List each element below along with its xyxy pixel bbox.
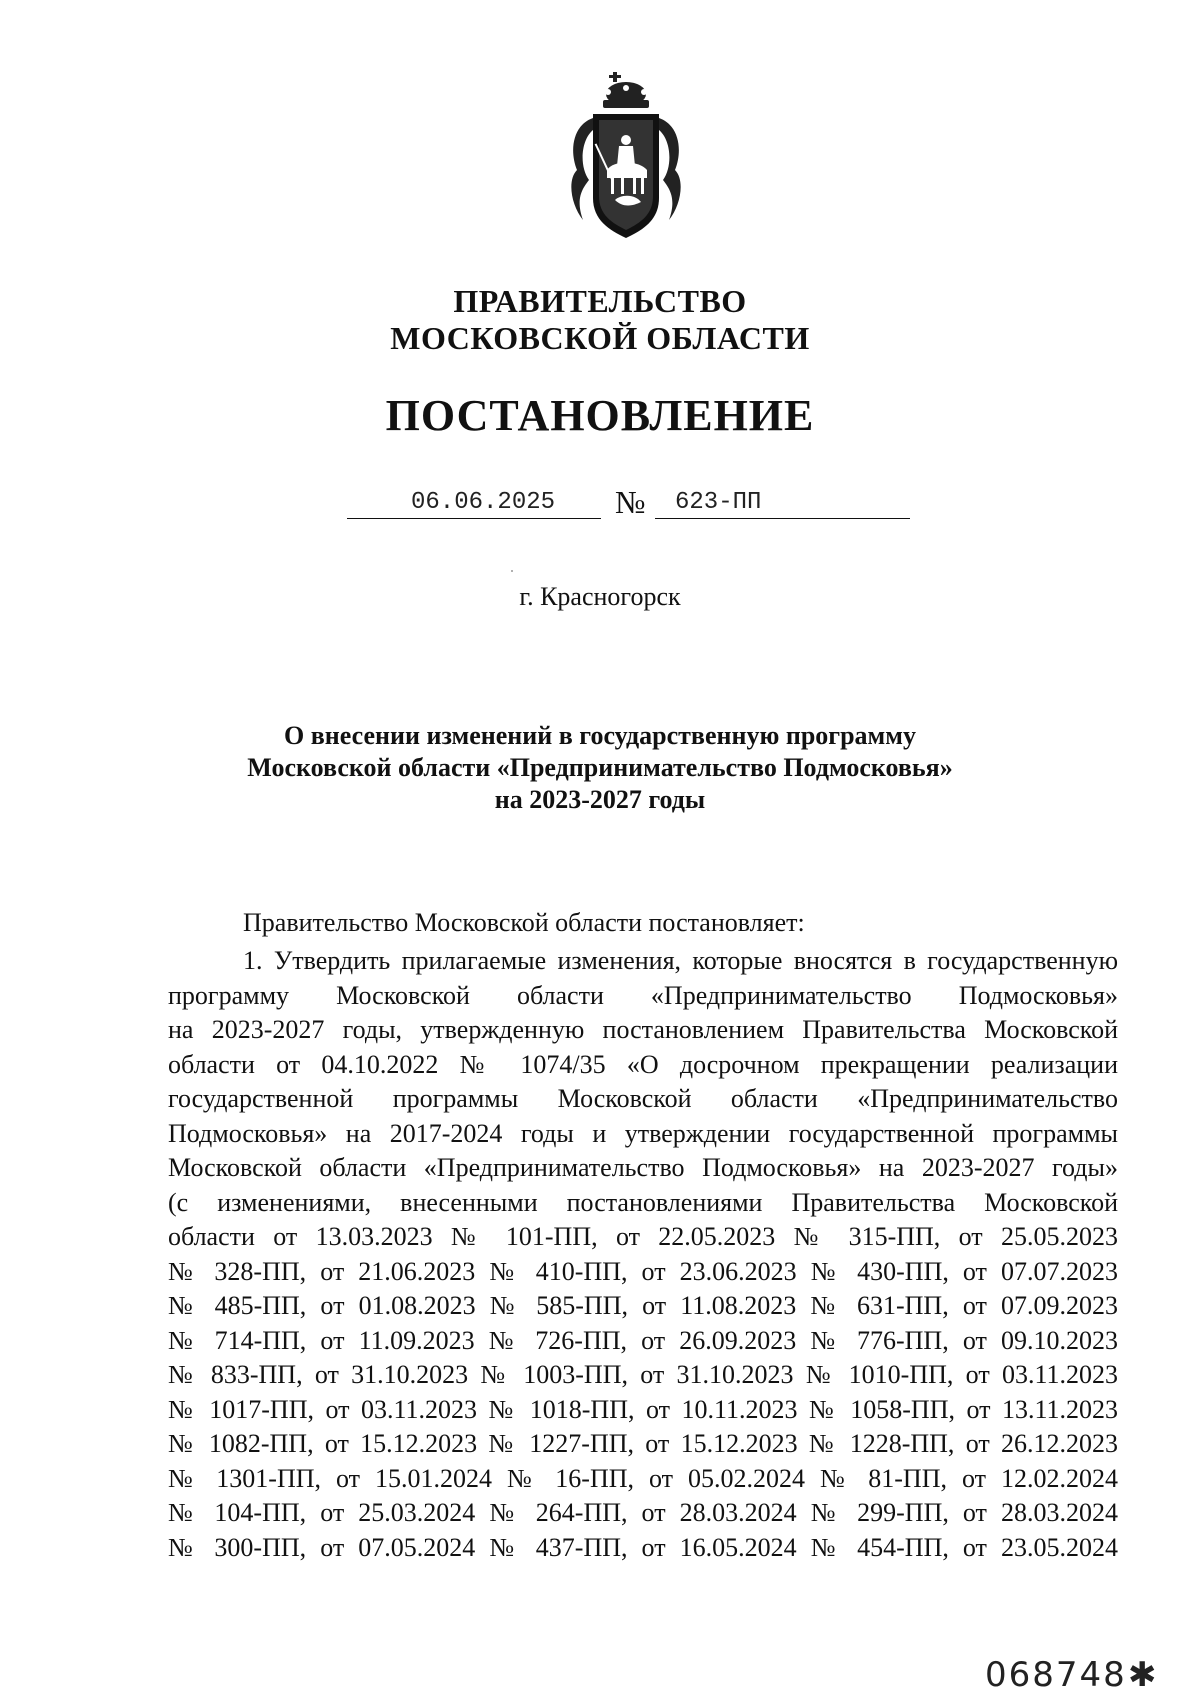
body-line: № 485-ПП, от 01.08.2023 № 585-ПП, от 11.08.2023 № 631-ПП, от 07.09.2023: [168, 1291, 1118, 1320]
body-line: (с изменениями, внесенными постановлениями Правительства Московской: [168, 1187, 1118, 1217]
registration-date: 06.06.2025: [411, 489, 556, 516]
body-line: № 328-ПП, от 21.06.2023 № 410-ПП, от 23.06.2023 № 430-ПП, от 07.07.2023: [168, 1256, 1118, 1286]
subject-line-3: на 2023-2027 годы: [494, 785, 706, 814]
government-name-line1: ПРАВИТЕЛЬСТВО: [453, 283, 747, 319]
subject-line-1: О внесении изменений в государственную программу: [284, 721, 916, 750]
body-intro: Правительство Московской области постановляет:: [243, 908, 805, 937]
body-line: № 300-ПП, от 07.05.2024 № 437-ПП, от 16.05.2024 № 454-ПП, от 23.05.2024: [168, 1532, 1118, 1562]
coat-of-arms-emblem: [563, 70, 689, 242]
body-line: № 714-ПП, от 11.09.2023 № 726-ПП, от 26.09.2023 № 776-ПП, от 09.10.2023: [168, 1325, 1118, 1355]
body-paragraph: [168, 944, 1118, 1565]
number-field: [655, 488, 910, 519]
body-line: Подмосковья» на 2017-2024 годы и утверждении государственной программы: [168, 1118, 1118, 1148]
asterisk-mark-icon: ✱: [1128, 1655, 1157, 1695]
registration-line: [0, 484, 1200, 528]
body-line: области от 13.03.2023 № 101-ПП, от 22.05.2023 № 315-ПП, от 25.05.2023: [168, 1222, 1118, 1251]
date-field: [347, 488, 601, 519]
body-line: № 833-ПП, от 31.10.2023 № 1003-ПП, от 31.10.2023 № 1010-ПП, от 03.11.2023: [168, 1360, 1118, 1389]
city-name: г. Красногорск: [519, 582, 681, 611]
body-line: № 1301-ПП, от 15.01.2024 № 16-ПП, от 05.02.2024 № 81-ПП, от 12.02.2024: [168, 1463, 1118, 1493]
body-line: № 1082-ПП, от 15.12.2023 № 1227-ПП, от 15.12.2023 № 1228-ПП, от 26.12.2023: [168, 1429, 1118, 1458]
body-line: 1. Утвердить прилагаемые изменения, которые вносятся в государственную: [243, 946, 1118, 975]
body-line: программу Московской области «Предпринимательство Подмосковья»: [168, 980, 1118, 1010]
scan-speck: [511, 570, 513, 572]
form-serial-number: 068748: [985, 1655, 1127, 1695]
body-line: государственной программы Московской области «Предпринимательство: [168, 1084, 1118, 1113]
document-type-title: ПОСТАНОВЛЕНИЕ: [385, 391, 815, 440]
subject-line-2: Московской области «Предпринимательство Подмосковья»: [247, 753, 953, 782]
body-line: № 1017-ПП, от 03.11.2023 № 1018-ПП, от 10.11.2023 № 1058-ПП, от 13.11.2023: [168, 1394, 1118, 1424]
number-sign: №: [615, 484, 646, 520]
body-line: на 2023-2027 годы, утвержденную постановлением Правительства Московской: [168, 1015, 1118, 1044]
government-name-line2: МОСКОВСКОЙ ОБЛАСТИ: [390, 320, 810, 356]
body-line: № 104-ПП, от 25.03.2024 № 264-ПП, от 28.03.2024 № 299-ПП, от 28.03.2024: [168, 1498, 1118, 1527]
body-line: области от 04.10.2022 № 1074/35 «О досрочном прекращении реализации: [168, 1049, 1118, 1079]
registration-number: 623-ПП: [675, 489, 762, 516]
decree-subject: [0, 720, 1200, 816]
body-line: Московской области «Предпринимательство Подмосковья» на 2023-2027 годы»: [168, 1153, 1118, 1182]
